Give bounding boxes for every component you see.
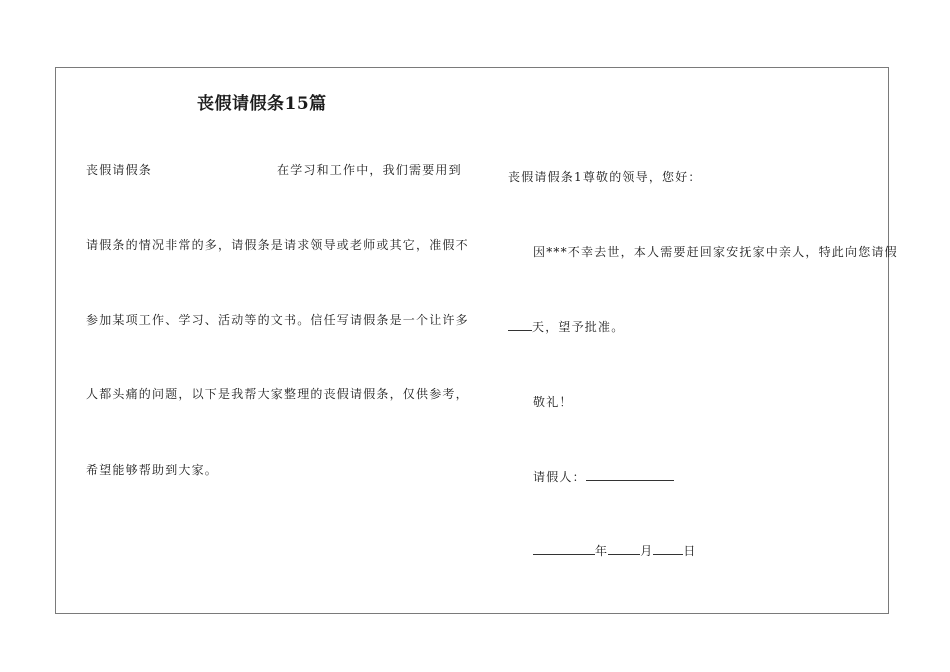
left-line-2: 请假条的情况非常的多，请假条是请求领导或老师或其它，准假不 <box>86 238 469 252</box>
right-greeting: 丧假请假条1尊敬的领导，您好： <box>508 170 702 184</box>
date-month-label: 月 <box>640 544 654 558</box>
year-blank <box>533 543 595 555</box>
day-blank <box>653 543 683 555</box>
left-line-1: 在学习和工作中，我们需要用到 <box>277 163 462 177</box>
left-line-4: 人都头痛的问题，以下是我帮大家整理的丧假请假条，仅供参考， <box>86 387 469 401</box>
right-body-1: 因***不幸去世，本人需要赶回家安抚家中亲人，特此向您请假 <box>533 245 898 259</box>
document-title: 丧假请假条15篇 <box>197 94 327 114</box>
page-frame <box>55 67 889 614</box>
date-year-label: 年 <box>595 544 609 558</box>
date-day-label: 日 <box>683 544 697 558</box>
signature-blank <box>586 469 674 481</box>
left-line-5: 希望能够帮助到大家。 <box>86 463 219 477</box>
month-blank <box>608 543 640 555</box>
right-body-2-text: 天，望予批准。 <box>532 320 625 334</box>
signature-label: 请假人： <box>533 470 586 484</box>
left-line-3: 参加某项工作、学习、活动等的文书。信任写请假条是一个让许多 <box>86 313 469 327</box>
date-line <box>533 542 697 559</box>
days-blank <box>508 319 532 331</box>
right-body-2 <box>508 318 624 335</box>
left-heading: 丧假请假条 <box>86 163 153 177</box>
signature-line <box>533 468 674 485</box>
right-closing: 敬礼！ <box>533 395 573 409</box>
